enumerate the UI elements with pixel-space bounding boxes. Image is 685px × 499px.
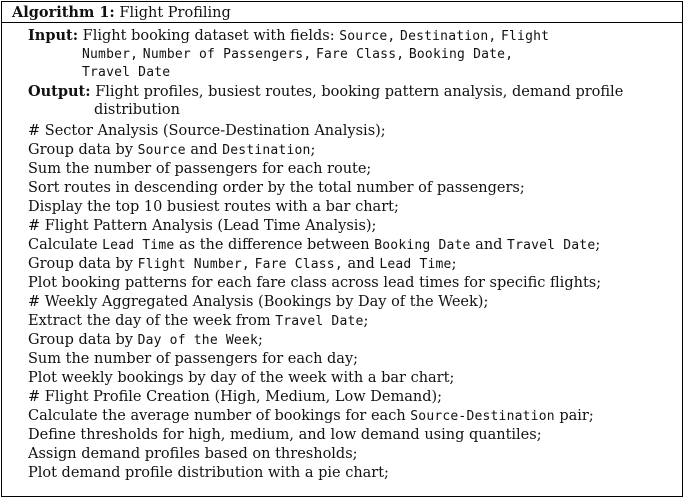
code-fare-class: Fare Class, [254, 257, 343, 272]
field-flight: Flight [500, 29, 550, 44]
algorithm-title [12, 4, 231, 22]
step-4-text: Sort routes in descending order by the total number of passengers; [28, 180, 525, 196]
step-13-text: Sum the number of passengers for each day; [28, 351, 359, 367]
field-number: Number, [82, 47, 139, 62]
step-2-end: ; [310, 142, 316, 158]
step-7-end: ; [595, 237, 601, 253]
step-14-text: Plot weekly bookings by day of the week with a bar chart; [28, 370, 455, 386]
field-destination: Destination, [400, 29, 497, 44]
step-12-end: ; [257, 332, 263, 348]
step-15 [28, 388, 442, 406]
code-lead-time: Lead Time [102, 238, 175, 253]
step-16-text: Calculate the average number of bookings for each [28, 408, 406, 424]
step-7-mid: as the difference between [179, 237, 370, 253]
input-line-3 [82, 63, 170, 81]
step-5 [28, 198, 399, 216]
field-travel-date: Travel Date [82, 65, 171, 80]
code-day-of-week: Day of the Week [137, 333, 258, 348]
step-8 [28, 255, 456, 273]
algorithm-label: Algorithm 1: [12, 4, 115, 21]
code-flight-number: Flight Number, [137, 257, 250, 272]
step-11 [28, 312, 368, 330]
step-2 [28, 141, 315, 159]
step-19 [28, 464, 389, 482]
algorithm-name: Flight Profiling [119, 5, 231, 21]
step-17 [28, 426, 542, 444]
code-lead-time-2: Lead Time [379, 257, 452, 272]
step-5-text: Display the top 10 busiest routes with a bar chart; [28, 199, 399, 215]
step-8-and: and [347, 256, 375, 272]
step-18 [28, 445, 358, 463]
input-line-1 [28, 27, 549, 45]
step-19-text: Plot demand profile distribution with a pie chart; [28, 465, 389, 481]
step-4 [28, 179, 525, 197]
output-line-2 [94, 101, 180, 119]
step-3 [28, 160, 371, 178]
input-text: Flight booking dataset with fields: [82, 28, 335, 44]
step-11-end: ; [363, 313, 369, 329]
field-booking-date: Booking Date, [408, 47, 514, 62]
step-7-text: Calculate [28, 237, 98, 253]
step-8-text: Group data by [28, 256, 133, 272]
step-2-text: Group data by [28, 142, 133, 158]
step-8-end: ; [451, 256, 457, 272]
field-fare-class: Fare Class, [315, 47, 405, 62]
step-16 [28, 407, 594, 425]
output-text-2: distribution [94, 102, 180, 118]
code-booking-date: Booking Date [374, 238, 471, 253]
code-source: Source [137, 143, 186, 158]
step-2-and: and [190, 142, 218, 158]
code-source-destination: Source-Destination [410, 409, 555, 424]
step-12-text: Group data by [28, 332, 133, 348]
step-18-text: Assign demand profiles based on thresholds; [28, 446, 358, 462]
step-13 [28, 350, 358, 368]
comment-weekly-analysis: # Weekly Aggregated Analysis (Bookings by Day of the Week); [28, 294, 489, 310]
code-destination: Destination [222, 143, 311, 158]
algorithm-box [1, 1, 683, 497]
step-7-and: and [475, 237, 503, 253]
step-1 [28, 122, 386, 140]
step-9 [28, 274, 601, 292]
comment-sector-analysis: # Sector Analysis (Source-Destination Analysis); [28, 123, 386, 139]
output-keyword: Output: [28, 83, 91, 100]
output-text-1: Flight profiles, busiest routes, booking pattern analysis, demand profile [95, 84, 624, 100]
code-travel-date-2: Travel Date [275, 314, 364, 329]
input-keyword: Input: [28, 27, 79, 44]
step-14 [28, 369, 454, 387]
input-line-2 [82, 45, 513, 63]
step-16-end: pair; [559, 408, 594, 424]
step-7 [28, 236, 600, 254]
output-line-1 [28, 83, 623, 101]
comment-flight-pattern: # Flight Pattern Analysis (Lead Time Analysis); [28, 218, 377, 234]
code-travel-date: Travel Date [507, 238, 596, 253]
field-number-of-passengers: Number of Passengers, [142, 47, 312, 62]
step-12 [28, 331, 263, 349]
field-source: Source, [339, 29, 396, 44]
step-6 [28, 217, 376, 235]
step-10 [28, 293, 488, 311]
step-17-text: Define thresholds for high, medium, and low demand using quantiles; [28, 427, 542, 443]
algorithm-header [2, 2, 682, 23]
step-3-text: Sum the number of passengers for each route; [28, 161, 372, 177]
step-9-text: Plot booking patterns for each fare class across lead times for specific flights; [28, 275, 602, 291]
comment-profile-creation: # Flight Profile Creation (High, Medium, Low Demand); [28, 389, 443, 405]
step-11-text: Extract the day of the week from [28, 313, 271, 329]
algorithm-body [2, 23, 682, 498]
